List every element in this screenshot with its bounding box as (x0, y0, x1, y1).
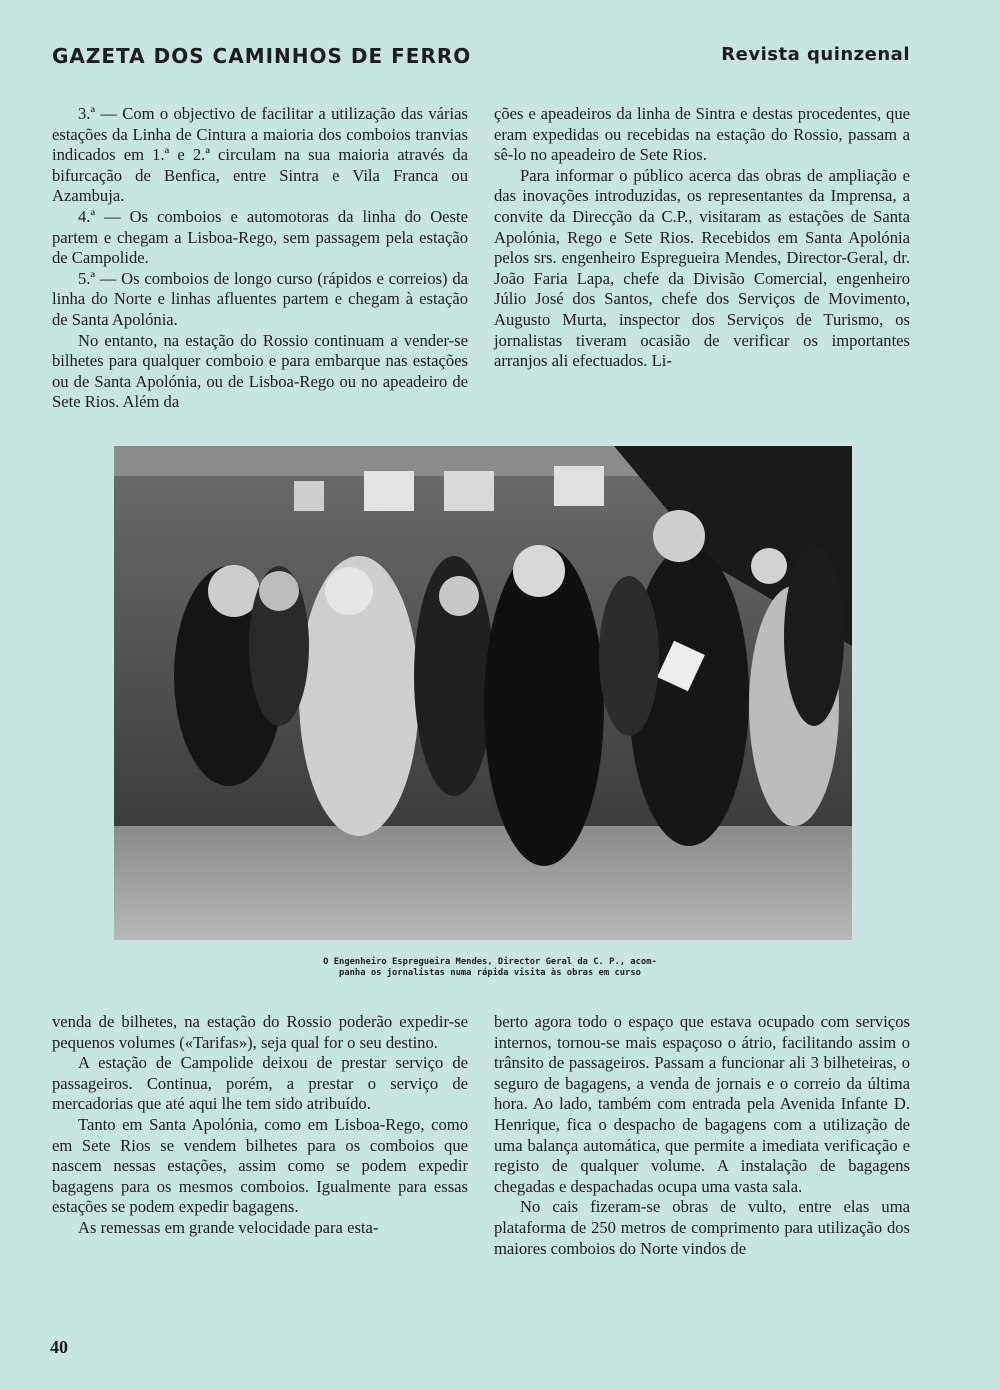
column-left-top (52, 104, 468, 413)
photo-caption (290, 957, 690, 979)
column-right-bottom (494, 1012, 910, 1259)
magazine-title: GAZETA DOS CAMINHOS DE FERRO (52, 44, 472, 68)
paragraph: As remessas em grande velocidade para esta- (78, 1217, 379, 1237)
paragraph: 4.ª — Os comboios e automotoras da linha do Oeste partem e chegam a Lisboa-Rego, sem passagem pela estação de Campolide. (52, 206, 468, 268)
page-number: 40 (50, 1337, 68, 1357)
paragraph: berto agora todo o espaço que estava ocupado com serviços internos, tornou-se mais espaçoso o átrio, facilitando assim o trânsito de passageiros. Passam a funcionar ali 3 bilheteiras, o seguro de bagagens, a venda de jornais e o correio da última hora. Ao lado, também com entrada pela Avenida Infante D. Henrique, fica o despacho de bagagens com a utilização de uma balança automática, que permite a imediata verificação e registo de qualquer volume. A instalação de bagagens chegadas e despachadas ocupa uma vasta sala. (494, 1012, 910, 1196)
paragraph: Tanto em Santa Apolónia, como em Lisboa-Rego, como em Sete Rios se vendem bilhetes para os comboios que nascem nessas estações, assim como se podem expedir bagagens para os mesmos comboios. Igualmente para essas estações se podem expedir bagagens. (52, 1114, 468, 1217)
paragraph: Para informar o público acerca das obras de ampliação e das inovações introduzidas, os representantes da Imprensa, a convite da Direcção da C.P., visitaram as estações de Santa Apolónia, Rego e Sete Rios. Recebidos em Santa Apolónia pelos srs. engenheiro Espregueira Mendes, Director-Geral, dr. João Faria Lapa, chefe da Divisão Comercial, engenheiro Júlio José dos Santos, chefe dos Serviços de Movimento, Augusto Murta, inspector dos Serviços de Turismo, os jornalistas tiveram ocasião de verificar os importantes arranjos ali efectuados. Li- (494, 165, 910, 371)
paragraph: No entanto, na estação do Rossio continuam a vender-se bilhetes para qualquer comboio e para embarque nas estações ou de Santa Apolónia, ou de Lisboa-Rego ou no apeadeiro de Sete Rios. Além da (52, 330, 468, 412)
paragraph: 5.ª — Os comboios de longo curso (rápidos e correios) da linha do Norte e linhas afluentes partem e chegam à estação de Santa Apolónia. (52, 268, 468, 329)
news-photo (114, 446, 852, 940)
paragraph: ções e apeadeiros da linha de Sintra e destas procedentes, que eram expedidas ou recebidas na estação do Rossio, passam a sê-lo no apeadeiro de Sete Rios. (494, 104, 910, 165)
paragraph: venda de bilhetes, na estação do Rossio poderão expedir-se pequenos volumes («Tarifas»), seja qual for o seu destino. (52, 1012, 468, 1052)
column-right-top (494, 104, 910, 372)
paragraph: 3.ª — Com o objectivo de facilitar a utilização das várias estações da Linha de Cintura a maioria dos comboios tranvias indicados em 1.ª e 2.ª circulam na sua maioria através da bifurcação de Benfica, entre Sintra e Vila Franca ou Azambuja. (52, 104, 468, 206)
caption-line: panha os jornalistas numa rápida visita às obras em curso (339, 968, 641, 978)
caption-line: O Engenheiro Espregueira Mendes, Director Geral da C. P., acom- (323, 957, 657, 967)
photo-image (114, 446, 852, 940)
paragraph: No cais fizeram-se obras de vulto, entre elas uma plataforma de 250 metros de comprimento para utilização dos maiores comboios do Norte vindos de (494, 1197, 910, 1258)
column-left-bottom (52, 1012, 468, 1239)
paragraph: A estação de Campolide deixou de prestar serviço de passageiros. Continua, porém, a prestar o serviço de mercadorias que até aqui lhe tem sido atribuído. (52, 1053, 468, 1114)
magazine-subtitle: Revista quinzenal (721, 44, 910, 65)
